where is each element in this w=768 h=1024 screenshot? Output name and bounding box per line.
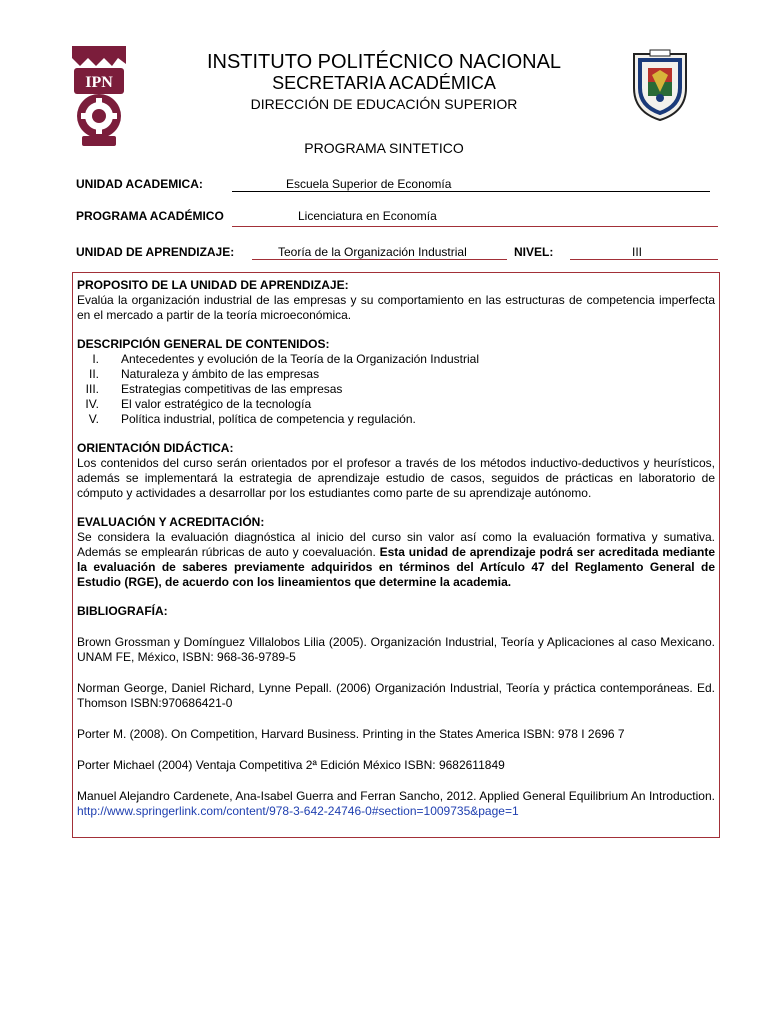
list-item-number: II.: [88, 367, 99, 381]
programa-academico-value: Licenciatura en Economía: [298, 209, 437, 223]
institution-title: INSTITUTO POLITÉCNICO NACIONAL: [206, 51, 562, 73]
unidad-academica-label: UNIDAD ACADEMICA:: [76, 177, 203, 191]
bibliography-ref-last: [77, 789, 715, 819]
programa-academico-label: PROGRAMA ACADÉMICO: [76, 209, 224, 223]
bibliography-ref: Norman George, Daniel Richard, Lynne Pepall. (2006) Organización Industrial, Teoría y práctica contemporáneas. Ed. Thomson ISBN:970686421-0: [77, 681, 715, 710]
list-item: [77, 367, 715, 382]
list-item: [77, 412, 715, 427]
list-item-text: Política industrial, política de competencia y regulación.: [121, 412, 416, 426]
nivel-label: NIVEL:: [514, 245, 554, 259]
evaluacion-bold-text: Esta unidad de aprendizaje podrá ser acreditada mediante la evaluación de saberes previamente adquiridos en términos del Artículo 47 del Reglamento General de Estudio (RGE), de acuerdo con los lineamientos que determine la academia.: [77, 545, 716, 589]
contenidos-list: [77, 352, 715, 427]
list-item-number: III.: [85, 382, 99, 396]
list-item-text: Estrategias competitivas de las empresas: [121, 382, 343, 396]
bibliografia-title: BIBLIOGRAFÍA:: [77, 604, 168, 618]
document-title: PROGRAMA SINTETICO: [304, 140, 464, 156]
list-item-text: Naturaleza y ámbito de las empresas: [121, 367, 320, 381]
direccion-title: DIRECCIÓN DE EDUCACIÓN SUPERIOR: [250, 96, 518, 112]
secretaria-title: SECRETARIA ACADÉMICA: [272, 73, 496, 93]
bibliography-ref: Brown Grossman y Domínguez Villalobos Lilia (2005). Organización Industrial, Teoría y Aplicaciones al caso Mexicano. UNAM FE, México, ISBN: 968-36-9789-5: [77, 635, 715, 664]
list-item-text: El valor estratégico de la tecnología: [121, 397, 312, 411]
unidad-aprendizaje-underline: [252, 259, 507, 260]
evaluacion-title: EVALUACIÓN Y ACREDITACIÓN:: [77, 515, 265, 529]
bibliography-ref: Porter Michael (2004) Ventaja Competitiva 2ª Edición México ISBN: 9682611849: [77, 758, 505, 772]
proposito-title: PROPOSITO DE LA UNIDAD DE APRENDIZAJE:: [77, 278, 349, 292]
unidad-academica-underline: [232, 191, 710, 192]
list-item: [77, 382, 715, 397]
programa-academico-underline: [232, 226, 718, 227]
list-item: [77, 397, 715, 412]
unidad-aprendizaje-value: Teoría de la Organización Industrial: [278, 245, 467, 259]
contenidos-title: DESCRIPCIÓN GENERAL DE CONTENIDOS:: [77, 337, 330, 351]
proposito-text: Evalúa la organización industrial de las empresas y su comportamiento en las estructuras de competencia imperfecta en el mercado a partir de la teoría microeconómica.: [77, 293, 715, 322]
nivel-underline: [570, 259, 718, 260]
list-item-text: Antecedentes y evolución de la Teoría de la Organización Industrial: [121, 352, 480, 366]
orientacion-text: Los contenidos del curso serán orientados por el profesor a través de los métodos inductivo-deductivos y heurísticos, además se implementará la estrategia de aprendizaje estudio de casos, seguidos de prácticas en laboratorio de cómputo y actividades a desarrollar por los estudiantes como parte de su aprendizaje autónomo.: [77, 456, 715, 500]
evaluacion-paragraph: [77, 530, 715, 590]
unidad-aprendizaje-label: UNIDAD DE APRENDIZAJE:: [76, 245, 235, 259]
unidad-academica-value: Escuela Superior de Economía: [286, 177, 452, 191]
orientacion-title: ORIENTACIÓN DIDÁCTICA:: [77, 441, 234, 455]
list-item-number: IV.: [85, 397, 99, 411]
ipn-logo-text: IPN: [85, 74, 113, 91]
evaluacion-text: Se considera la evaluación diagnóstica al inicio del curso sin valor así como la evaluación formativa y sumativa. Además se emplearán rúbricas de auto y coevaluación.: [77, 530, 715, 559]
list-item-number: I.: [92, 352, 99, 366]
list-item-number: V.: [88, 412, 99, 426]
springerlink-link[interactable]: http://www.springerlink.com/content/978-3-642-24746-0#section=1009735&page=1: [77, 804, 519, 818]
bibliography-ref: Porter M. (2008). On Competition, Harvard Business. Printing in the States America ISBN: 978 I 2696 7: [77, 727, 625, 741]
program-content-box: [72, 272, 720, 838]
nivel-value: III: [632, 245, 643, 259]
list-item: [77, 352, 715, 367]
bibliography-ref-text: Manuel Alejandro Cardenete, Ana-Isabel Guerra and Ferran Sancho, 2012. Applied General Equilibrium An Introduction.: [77, 789, 715, 803]
